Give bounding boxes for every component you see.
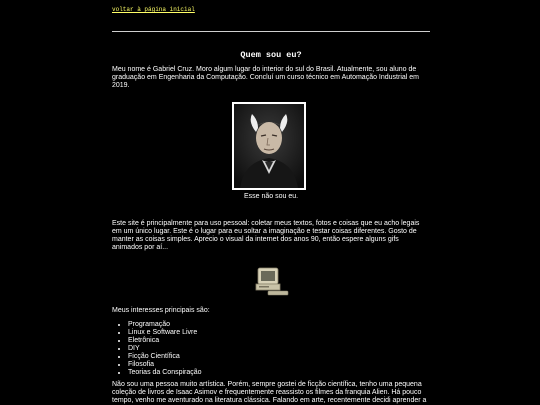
art-paragraph: Não sou uma pessoa muito artística. Porém, sempre gostei de ficção científica, tenho uma pequena coleção de livros de Isaac Asimov e frequentemente reassisto os filmes da franquia Alien. Há pouco tempo, venho me aventurado na literatura clássica. Falando em arte, recentemente decidi aprender a	[112, 381, 427, 404]
horizontal-divider	[112, 31, 430, 32]
list-item: • Filosofia	[128, 361, 202, 369]
list-item: • DIY	[128, 345, 202, 353]
list-item: • Eletrônica	[128, 337, 202, 345]
list-item: • Programação	[128, 321, 202, 329]
intro-paragraph: Meu nome é Gabriel Cruz. Moro algum lugar do interior do sul do Brasil. Atualmente, sou aluno de graduação em Engenharia da Computação. Concluí um curso técnico em Automação Industrial em 2019.	[112, 66, 420, 89]
site-description-paragraph: Este site é principalmente para uso pessoal: coletar meus textos, fotos e coisas que eu acho legais em um único lugar. Este é o lugar para eu soltar a imaginação e testar coisas diferentes. Gosto de manter as coisas simples. Aprecio o visual da internet dos anos 90, então espere alguns gifs animados por aí...	[112, 220, 420, 251]
portrait-caption: Esse não sou eu.	[243, 193, 299, 200]
list-item: • Ficção Científica	[128, 353, 202, 361]
portrait-illustration	[234, 104, 304, 188]
interests-list	[112, 321, 202, 377]
portrait-image	[232, 102, 306, 190]
list-item: • Linux e Software Livre	[128, 329, 202, 337]
back-home-link[interactable]: voltar à página inicial	[112, 6, 195, 13]
list-item: • Teorias da Conspiração	[128, 369, 202, 377]
page-title: Quem sou eu?	[240, 50, 302, 60]
interests-intro: Meus interesses principais são:	[112, 307, 210, 314]
retro-computer-icon	[254, 266, 290, 296]
